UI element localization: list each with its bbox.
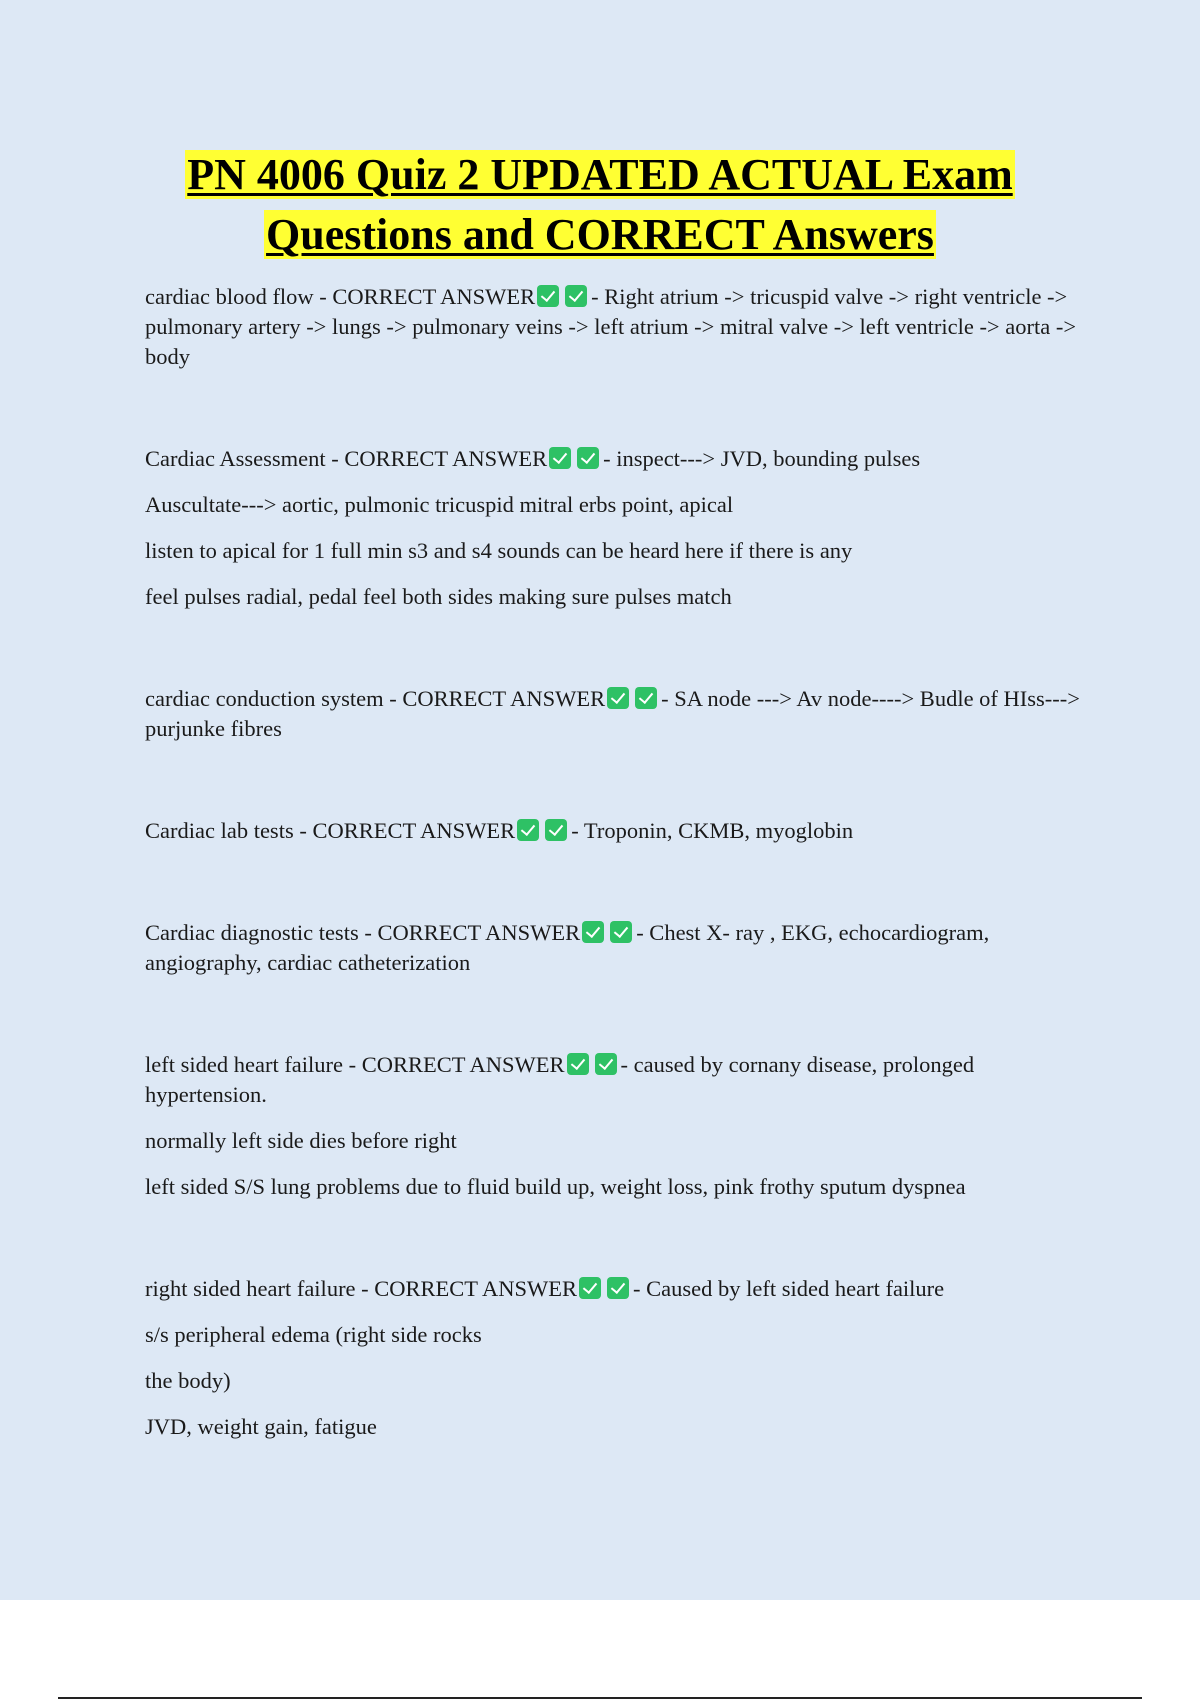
qa-answer-detail: s/s peripheral edema (right side rocks — [145, 1322, 482, 1347]
qa-term: Cardiac lab tests - CORRECT ANSWER — [145, 818, 516, 843]
qa-answer: - Troponin, CKMB, myoglobin — [571, 818, 854, 843]
qa-answer: - SA node ---> Av node----> Budle of HIss---> purjunke fibres — [145, 686, 1080, 741]
check-box-icon — [595, 1053, 617, 1075]
document-title — [0, 145, 1200, 265]
qa-question-line — [145, 816, 1080, 846]
qa-term: left sided heart failure - CORRECT ANSWER — [145, 1052, 565, 1077]
check-box-icon — [610, 921, 632, 943]
qa-question-line — [145, 684, 1080, 744]
qa-entry — [145, 1050, 1080, 1202]
qa-entry — [145, 684, 1080, 744]
qa-entry — [145, 444, 1080, 612]
qa-entry — [145, 918, 1080, 978]
title-line-2: Questions and CORRECT Answers — [266, 210, 934, 259]
footer-divider — [58, 1697, 1142, 1699]
qa-question-line — [145, 1050, 1080, 1110]
qa-entry — [145, 1274, 1080, 1442]
qa-term: Cardiac diagnostic tests - CORRECT ANSWER — [145, 920, 581, 945]
qa-answer-detail: normally left side dies before right — [145, 1128, 457, 1153]
check-box-icon — [607, 1277, 629, 1299]
qa-term: right sided heart failure - CORRECT ANSWER — [145, 1276, 578, 1301]
qa-answer-detail: left sided S/S lung problems due to fluid build up, weight loss, pink frothy sputum dyspnea — [145, 1174, 966, 1199]
qa-answer: - Right atrium -> tricuspid valve -> right ventricle -> pulmonary artery -> lungs -> pulmonary veins -> left atrium -> mitral valve -> left ventricle -> aorta -> body — [145, 284, 1077, 369]
check-box-icon — [607, 687, 629, 709]
check-box-icon — [545, 819, 567, 841]
check-box-icon — [567, 1053, 589, 1075]
qa-term: cardiac conduction system - CORRECT ANSWER — [145, 686, 606, 711]
qa-entry — [145, 282, 1080, 372]
check-box-icon — [577, 447, 599, 469]
check-box-icon — [565, 285, 587, 307]
qa-term: Cardiac Assessment - CORRECT ANSWER — [145, 446, 548, 471]
qa-answer: - inspect---> JVD, bounding pulses — [603, 446, 921, 471]
check-box-icon — [537, 285, 559, 307]
qa-question-line — [145, 1274, 1080, 1304]
qa-list — [145, 282, 1080, 1442]
check-box-icon — [582, 921, 604, 943]
qa-answer: - Caused by left sided heart failure — [633, 1276, 945, 1301]
check-box-icon — [579, 1277, 601, 1299]
qa-answer: - caused by cornany disease, prolonged hypertension. — [145, 1052, 975, 1107]
qa-answer-detail: listen to apical for 1 full min s3 and s4 sounds can be heard here if there is any — [145, 538, 853, 563]
qa-question-line — [145, 444, 1080, 474]
qa-answer-detail: JVD, weight gain, fatigue — [145, 1414, 377, 1439]
qa-answer: - Chest X- ray , EKG, echocardiogram, angiography, cardiac catheterization — [145, 920, 990, 975]
qa-answer-detail: feel pulses radial, pedal feel both sides making sure pulses match — [145, 584, 732, 609]
qa-answer-detail: Auscultate---> aortic, pulmonic tricuspid mitral erbs point, apical — [145, 492, 734, 517]
title-line-1: PN 4006 Quiz 2 UPDATED ACTUAL Exam — [187, 150, 1013, 199]
check-box-icon — [549, 447, 571, 469]
qa-question-line — [145, 282, 1080, 372]
qa-answer-detail: the body) — [145, 1368, 231, 1393]
qa-entry — [145, 816, 1080, 846]
check-box-icon — [635, 687, 657, 709]
qa-term: cardiac blood flow - CORRECT ANSWER — [145, 284, 536, 309]
check-box-icon — [517, 819, 539, 841]
qa-question-line — [145, 918, 1080, 978]
